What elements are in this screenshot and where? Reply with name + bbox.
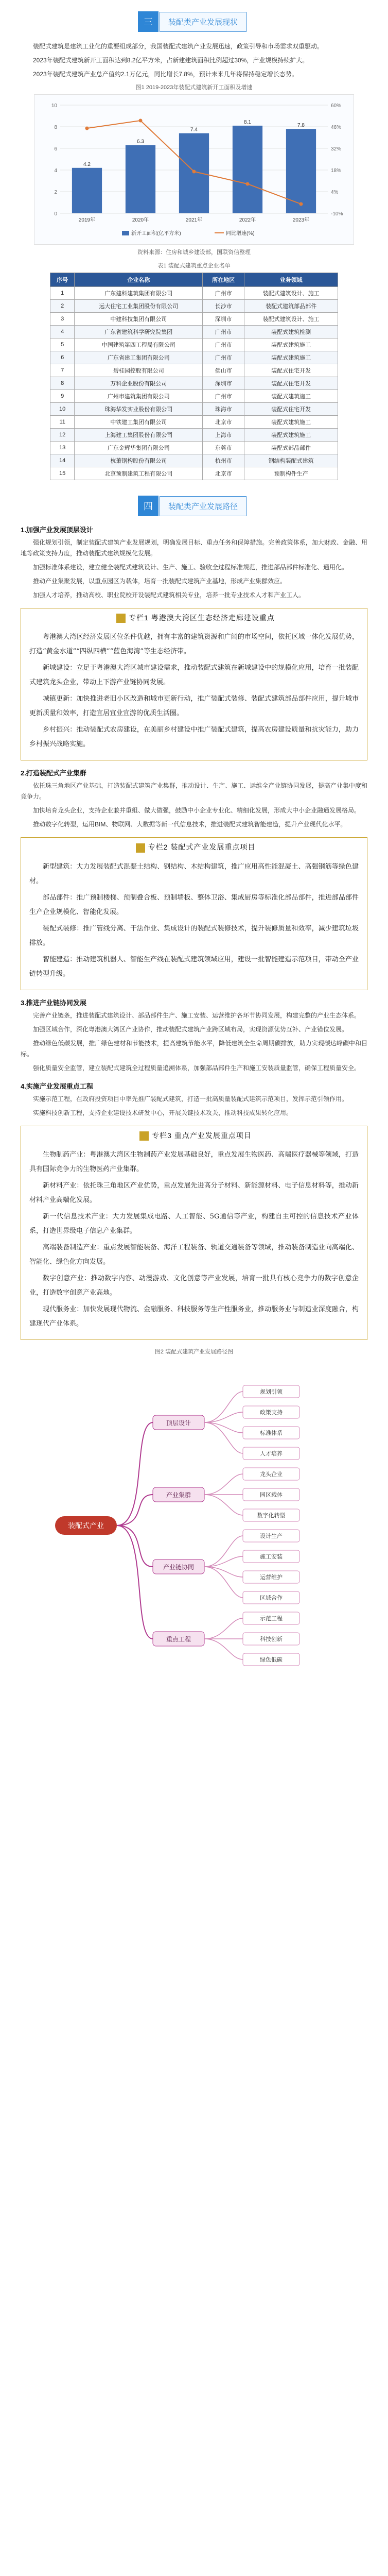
mindmap-leaf-label: 示范工程 <box>260 1615 283 1622</box>
table-cell: 东莞市 <box>203 442 244 454</box>
box-title <box>21 838 367 856</box>
table-cell: 佛山市 <box>203 364 244 377</box>
chart-note: 资料来源：住房和城乡建设部，国联资信整理 <box>137 249 251 256</box>
box-paragraph: 粤港澳大湾区经济发展区位条件优越，拥有丰富的建筑资源和广阔的市场空间，依托区域一体化发展优势，打造“黄金水道”“四纵四横”“蓝色海湾”等生态经济带。 <box>29 633 359 656</box>
table-cell: 装配式部品部件 <box>244 442 338 454</box>
section-label: 装配类产业发展路径 <box>160 496 246 516</box>
table-row <box>50 300 338 313</box>
box-paragraph: 部品部件：推广预制楼梯、预制叠合板、预制墙板、整体卫浴、集成厨房等标准化部品部件，推进部品部件生产企业规模化、智能化发展。 <box>29 893 359 916</box>
table-cell: 钢结构装配式建筑 <box>244 454 338 467</box>
table-cell: 装配式建筑施工 <box>244 429 338 442</box>
table-cell: 万科企业股份有限公司 <box>75 377 203 390</box>
mindmap-branch-label: 顶层设计 <box>166 1419 191 1427</box>
mindmap-connector <box>204 1567 243 1577</box>
bar-label: 8.1 <box>244 119 251 125</box>
bar-line-chart <box>34 94 354 245</box>
table-cell: 杭萧钢构股份有限公司 <box>75 454 203 467</box>
table-header-cell: 企业名称 <box>75 273 203 287</box>
mindmap-connector <box>204 1392 243 1422</box>
table-row <box>50 454 338 467</box>
box-paragraph: 智能建造：推动建筑机器人、智能生产线在装配式建筑领域应用，建设一批智能建造示范项目，带动全产业链转型升级。 <box>29 955 359 978</box>
mindmap-connector <box>204 1422 243 1453</box>
table-cell: 广州市 <box>203 326 244 338</box>
paragraph: 加强标准体系建设，建立健全装配式建筑设计、生产、施工、验收全过程标准规范，推进部品部件标准化、通用化。 <box>33 564 348 571</box>
mindmap-leaf-label: 标准体系 <box>260 1430 283 1436</box>
box-title <box>21 1126 367 1145</box>
table-cell: 中国建筑第四工程局有限公司 <box>75 338 203 351</box>
table-cell: 14 <box>50 454 75 467</box>
box-tag-icon <box>136 843 145 853</box>
mindmap-connector <box>204 1556 243 1567</box>
paragraph: 加强区域合作，深化粤港澳大湾区产业协作，推动装配式建筑产业跨区域布局，实现资源优势互补、产业错位发展。 <box>33 1025 348 1033</box>
table-cell: 广东省建工集团有限公司 <box>75 351 203 364</box>
table-cell: 12 <box>50 429 75 442</box>
feature-box-1 <box>21 608 367 760</box>
table-row <box>50 377 338 390</box>
table-row <box>50 390 338 403</box>
table-row <box>50 287 338 300</box>
box-paragraph: 新城建设：立足于粤港澳大湾区城市建设需求，推动装配式建筑在新城建设中的规模化应用，培育一批装配式建筑龙头企业，带动上下游产业链协同发展。 <box>29 664 359 687</box>
bar <box>126 145 155 213</box>
company-table <box>50 273 338 480</box>
table-cell: 装配式住宅开发 <box>244 377 338 390</box>
table-cell: 装配式住宅开发 <box>244 403 338 416</box>
table-cell: 2 <box>50 300 75 313</box>
table-cell: 广东金辉华集团有限公司 <box>75 442 203 454</box>
paragraph: 2023年装配式建筑新开工面积达到8.2亿平方米，占新建建筑面积比例超过30%，产业规模持续扩大。 <box>33 57 309 64</box>
table-cell: 上海市 <box>203 429 244 442</box>
mindmap-leaf-label: 龙头企业 <box>260 1471 283 1478</box>
table-cell: 6 <box>50 351 75 364</box>
paragraph: 加快培育龙头企业，支持企业兼并重组、做大做强，鼓励中小企业专业化、精细化发展，形成大中小企业融通发展格局。 <box>33 807 361 815</box>
section-header-4 <box>138 496 388 516</box>
y-tick-label: 2 <box>54 190 57 195</box>
table-cell: 远大住宅工业集团股份有限公司 <box>75 300 203 313</box>
mindmap-branch-label: 产业集群 <box>166 1491 191 1499</box>
bar-label: 4.2 <box>83 161 91 167</box>
y-tick-label: 10 <box>51 103 57 109</box>
bar <box>233 126 262 213</box>
table-row <box>50 326 338 338</box>
mindmap-svg <box>40 1361 348 1690</box>
table-cell: 装配式住宅开发 <box>244 364 338 377</box>
table-cell: 装配式建筑设计、施工 <box>244 313 338 326</box>
paragraph: 实施示范工程，在政府投资项目中率先推广装配式建筑，打造一批高质量装配式建筑示范项目，发挥示范引领作用。 <box>33 1095 348 1103</box>
table-cell: 3 <box>50 313 75 326</box>
mindmap-connector <box>204 1474 243 1495</box>
box-paragraph: 新材料产业：依托珠三角地区产业优势，重点发展先进高分子材料、新能源材料、电子信息材料等，推动新材料产业高端化发展。 <box>29 1181 359 1204</box>
subheading: 1.加强产业发展顶层设计 <box>21 526 93 534</box>
subheading: 2.打造装配式产业集群 <box>21 769 86 777</box>
table-cell: 15 <box>50 467 75 480</box>
table-cell: 广州市 <box>203 338 244 351</box>
box-title-text: 专栏2 装配式产业发展重点项目 <box>148 843 256 852</box>
chart-title: 图1 2019-2023年装配式建筑新开工面积及增速 <box>135 84 253 91</box>
mindmap-leaf-label: 政策支持 <box>260 1409 283 1416</box>
mindmap <box>40 1361 348 1690</box>
table-cell: 5 <box>50 338 75 351</box>
mindmap-leaf-label: 设计生产 <box>260 1533 283 1539</box>
table-cell: 装配式建筑施工 <box>244 338 338 351</box>
table-cell: 广州市建筑集团有限公司 <box>75 390 203 403</box>
mindmap-connector <box>117 1526 153 1567</box>
table-cell: 13 <box>50 442 75 454</box>
paragraph: 装配式建筑是建筑工业化的重要组成部分，我国装配式建筑产业发展迅速，政策引导和市场需求双重驱动。 <box>33 43 324 50</box>
table-cell: 9 <box>50 390 75 403</box>
box-paragraph: 现代服务业：加快发展现代物流、金融服务、科技服务等生产性服务业，推动服务业与制造业深度融合，构建现代产业体系。 <box>29 1305 359 1328</box>
mindmap-connector <box>204 1567 243 1598</box>
table-row <box>50 429 338 442</box>
table-cell: 装配式建筑部品部件 <box>244 300 338 313</box>
feature-box-2 <box>21 837 367 990</box>
table-header-cell: 序号 <box>50 273 75 287</box>
box-title-text: 专栏3 重点产业发展重点项目 <box>152 1131 252 1140</box>
paragraph: 强化质量安全监管，建立装配式建筑全过程质量追溯体系，加强部品部件生产和施工安装质量监管，确保工程质量安全。 <box>33 1064 361 1072</box>
bar <box>72 168 102 213</box>
table-caption: 表1 装配式建筑重点企业名单 <box>157 263 231 269</box>
y2-tick-label: 60% <box>331 103 342 109</box>
table-cell: 1 <box>50 287 75 300</box>
paragraph: 加强人才培养，推动高校、职业院校开设装配式建筑相关专业，培养一批专业技术人才和产业工人。 <box>33 591 305 599</box>
table-cell: 广东建科建筑集团有限公司 <box>75 287 203 300</box>
y2-tick-label: 18% <box>331 168 342 174</box>
y-tick-label: 0 <box>54 211 57 217</box>
mindmap-connector <box>204 1536 243 1567</box>
box-tag-icon <box>139 1131 149 1141</box>
legend-swatch <box>122 231 129 235</box>
paragraph: 依托珠三角地区产业基础，打造装配式建筑产业集群，推动设计、生产、施工、运维全产业链协同发展，提高产业集中度和竞争力。 <box>21 782 367 801</box>
line-point <box>192 170 196 174</box>
table-cell: 广州市 <box>203 351 244 364</box>
table-cell: 碧桂园控股有限公司 <box>75 364 203 377</box>
table-cell: 杭州市 <box>203 454 244 467</box>
box-paragraph: 高端装备制造产业：重点发展智能装备、海洋工程装备、轨道交通装备等领域，推动装备制造业向高端化、智能化、绿色化方向发展。 <box>29 1243 359 1266</box>
table-row <box>50 338 338 351</box>
y2-tick-label: 46% <box>331 125 342 130</box>
table-row <box>50 467 338 480</box>
mindmap-leaf-label: 规划引领 <box>260 1388 283 1395</box>
mindmap-branch-label: 重点工程 <box>166 1635 191 1643</box>
table-cell: 上海建工集团股份有限公司 <box>75 429 203 442</box>
table-cell: 深圳市 <box>203 313 244 326</box>
section-number: 三 <box>138 11 158 32</box>
subheading: 4.实施产业发展重点工程 <box>21 1082 93 1090</box>
paragraph: 完善产业链条，推进装配式建筑设计、部品部件生产、施工安装、运营维护各环节协同发展，构建完整的产业生态体系。 <box>33 1011 361 1019</box>
bar <box>286 129 316 213</box>
bar-label: 7.8 <box>297 123 305 129</box>
box-paragraph: 装配式装修：推广管线分离、干法作业、集成设计的装配式装修技术，提升装修质量和效率，减少建筑垃圾排放。 <box>29 924 359 947</box>
mindmap-leaf-label: 数字化转型 <box>257 1512 286 1519</box>
y-tick-label: 4 <box>54 168 57 174</box>
table-row <box>50 442 338 454</box>
section-label: 装配类产业发展现状 <box>160 12 246 32</box>
y2-tick-label: 32% <box>331 146 342 152</box>
box-paragraph: 生物制药产业：粤港澳大湾区生物制药产业发展基础良好，重点发展生物医药、高端医疗器械等领域，打造具有国际竞争力的生物医药产业集群。 <box>29 1150 359 1173</box>
box-title <box>21 608 367 627</box>
paragraph: 推动产业集聚发展，以重点园区为载体，培育一批装配式建筑产业基地，形成产业集群效应。 <box>33 578 287 585</box>
mindmap-connector <box>204 1422 243 1433</box>
x-tick-label: 2019年 <box>78 217 96 223</box>
paragraph: 2023年装配式建筑产业总产值约2.1万亿元，同比增长7.8%，预计未来几年将保持稳定增长态势。 <box>33 71 298 78</box>
section-number: 四 <box>138 496 158 516</box>
table-cell: 10 <box>50 403 75 416</box>
table-cell: 预制构件生产 <box>244 467 338 480</box>
table-cell: 珠海华发实业股份有限公司 <box>75 403 203 416</box>
mindmap-center-label: 装配式产业 <box>68 1521 104 1530</box>
mindmap-connector <box>117 1422 153 1526</box>
table-header-cell: 业务领域 <box>244 273 338 287</box>
mindmap-leaf-label: 园区载体 <box>260 1492 283 1498</box>
table-row <box>50 364 338 377</box>
mindmap-leaf-label: 人才培养 <box>260 1450 283 1457</box>
table-cell: 北京市 <box>203 467 244 480</box>
table-row <box>50 313 338 326</box>
mindmap-connector <box>204 1412 243 1422</box>
table-row <box>50 351 338 364</box>
x-tick-label: 2022年 <box>239 217 256 223</box>
box-paragraph: 乡村振兴：推动装配式农房建设，在美丽乡村建设中推广装配式建筑，提高农房建设质量和抗灾能力，助力乡村振兴战略实施。 <box>29 726 359 749</box>
y-tick-label: 8 <box>54 125 57 130</box>
table-row <box>50 416 338 429</box>
mindmap-connector <box>204 1495 243 1515</box>
paragraph: 实施科技创新工程，支持企业建设技术研发中心，开展关键技术攻关，推动科技成果转化应用。 <box>33 1109 293 1116</box>
mindmap-leaf-label: 科技创新 <box>260 1636 283 1642</box>
feature-box-3 <box>21 1126 367 1340</box>
paragraph: 推动绿色低碳发展，推广绿色建材和节能技术，提高建筑节能水平，降低建筑全生命周期碳排放，助力实现碳达峰碳中和目标。 <box>21 1039 367 1058</box>
line-point <box>139 119 143 123</box>
mindmap-leaf-label: 施工安装 <box>260 1553 283 1560</box>
legend-label: 新开工面积(亿平方米) <box>131 231 181 236</box>
table-cell: 装配式建筑检测 <box>244 326 338 338</box>
table-cell: 装配式建筑施工 <box>244 351 338 364</box>
legend-label: 同比增速(%) <box>226 231 255 236</box>
box-title-text: 专栏1 粤港澳大湾区生态经济走廊建设重点 <box>129 614 275 622</box>
mindmap-leaf-label: 区域合作 <box>260 1595 283 1601</box>
x-tick-label: 2021年 <box>185 217 203 223</box>
mindmap-leaf-label: 绿色低碳 <box>260 1656 283 1663</box>
table-cell: 4 <box>50 326 75 338</box>
table-cell: 中铁建工集团有限公司 <box>75 416 203 429</box>
table-cell: 装配式建筑施工 <box>244 416 338 429</box>
line-point <box>246 182 250 186</box>
box-paragraph: 数字创意产业：推动数字内容、动漫游戏、文化创意等产业发展，培育一批具有核心竞争力的数字创意企业，打造数字创意产业高地。 <box>29 1274 359 1297</box>
table-cell: 广州市 <box>203 390 244 403</box>
table-cell: 北京市 <box>203 416 244 429</box>
section-header-3 <box>138 11 388 32</box>
line-point <box>299 202 303 206</box>
table-cell: 长沙市 <box>203 300 244 313</box>
mindmap-connector <box>204 1639 243 1659</box>
table-cell: 装配式建筑施工 <box>244 390 338 403</box>
table-cell: 中建科技集团有限公司 <box>75 313 203 326</box>
table-cell: 8 <box>50 377 75 390</box>
mindmap-caption: 图2 装配式建筑产业发展路径图 <box>154 1348 234 1355</box>
x-tick-label: 2020年 <box>132 217 149 223</box>
paragraph: 推动数字化转型，运用BIM、物联网、大数据等新一代信息技术，推进装配式建筑智能建造，提升产业现代化水平。 <box>33 821 347 828</box>
chart-svg <box>34 95 354 244</box>
mindmap-connector <box>117 1526 153 1639</box>
bar-label: 6.3 <box>137 139 144 145</box>
table-cell: 广东省建筑科学研究院集团 <box>75 326 203 338</box>
line-point <box>85 127 89 130</box>
table-cell: 广州市 <box>203 287 244 300</box>
paragraph: 强化规划引领，制定装配式建筑产业发展规划，明确发展目标、重点任务和保障措施。完善政策体系，加大财政、金融、用地等政策支持力度，推动装配式建筑规模化发展。 <box>21 539 367 557</box>
table-cell: 珠海市 <box>203 403 244 416</box>
y-tick-label: 6 <box>54 146 57 152</box>
mindmap-connector <box>204 1618 243 1639</box>
box-tag-icon <box>116 614 126 623</box>
table-cell: 7 <box>50 364 75 377</box>
y2-tick-label: 4% <box>331 190 339 195</box>
box-paragraph: 城镇更新：加快推进老旧小区改造和城市更新行动，推广装配式装修、装配式建筑部品部件应用，提升城市更新质量和效率，打造宜居宜业宜游的优质生活圈。 <box>29 695 359 718</box>
y2-tick-label: -10% <box>331 211 343 217</box>
box-paragraph: 新型建筑：大力发展装配式混凝土结构、钢结构、木结构建筑，推广应用高性能混凝土、高强钢筋等绿色建材。 <box>29 862 359 885</box>
table-row <box>50 403 338 416</box>
table-cell: 11 <box>50 416 75 429</box>
table-cell: 深圳市 <box>203 377 244 390</box>
box-paragraph: 新一代信息技术产业：大力发展集成电路、人工智能、5G通信等产业，构建自主可控的信息技术产业体系，打造世界级电子信息产业集群。 <box>29 1212 359 1235</box>
mindmap-branch-label: 产业链协同 <box>163 1563 195 1571</box>
subheading: 3.推进产业链协同发展 <box>21 998 86 1007</box>
table-cell: 装配式建筑设计、施工 <box>244 287 338 300</box>
table-cell: 北京预制建筑工程有限公司 <box>75 467 203 480</box>
mindmap-leaf-label: 运营维护 <box>260 1574 283 1581</box>
x-tick-label: 2023年 <box>292 217 310 223</box>
bar-label: 7.4 <box>190 127 198 133</box>
table-header-cell: 所在地区 <box>203 273 244 287</box>
